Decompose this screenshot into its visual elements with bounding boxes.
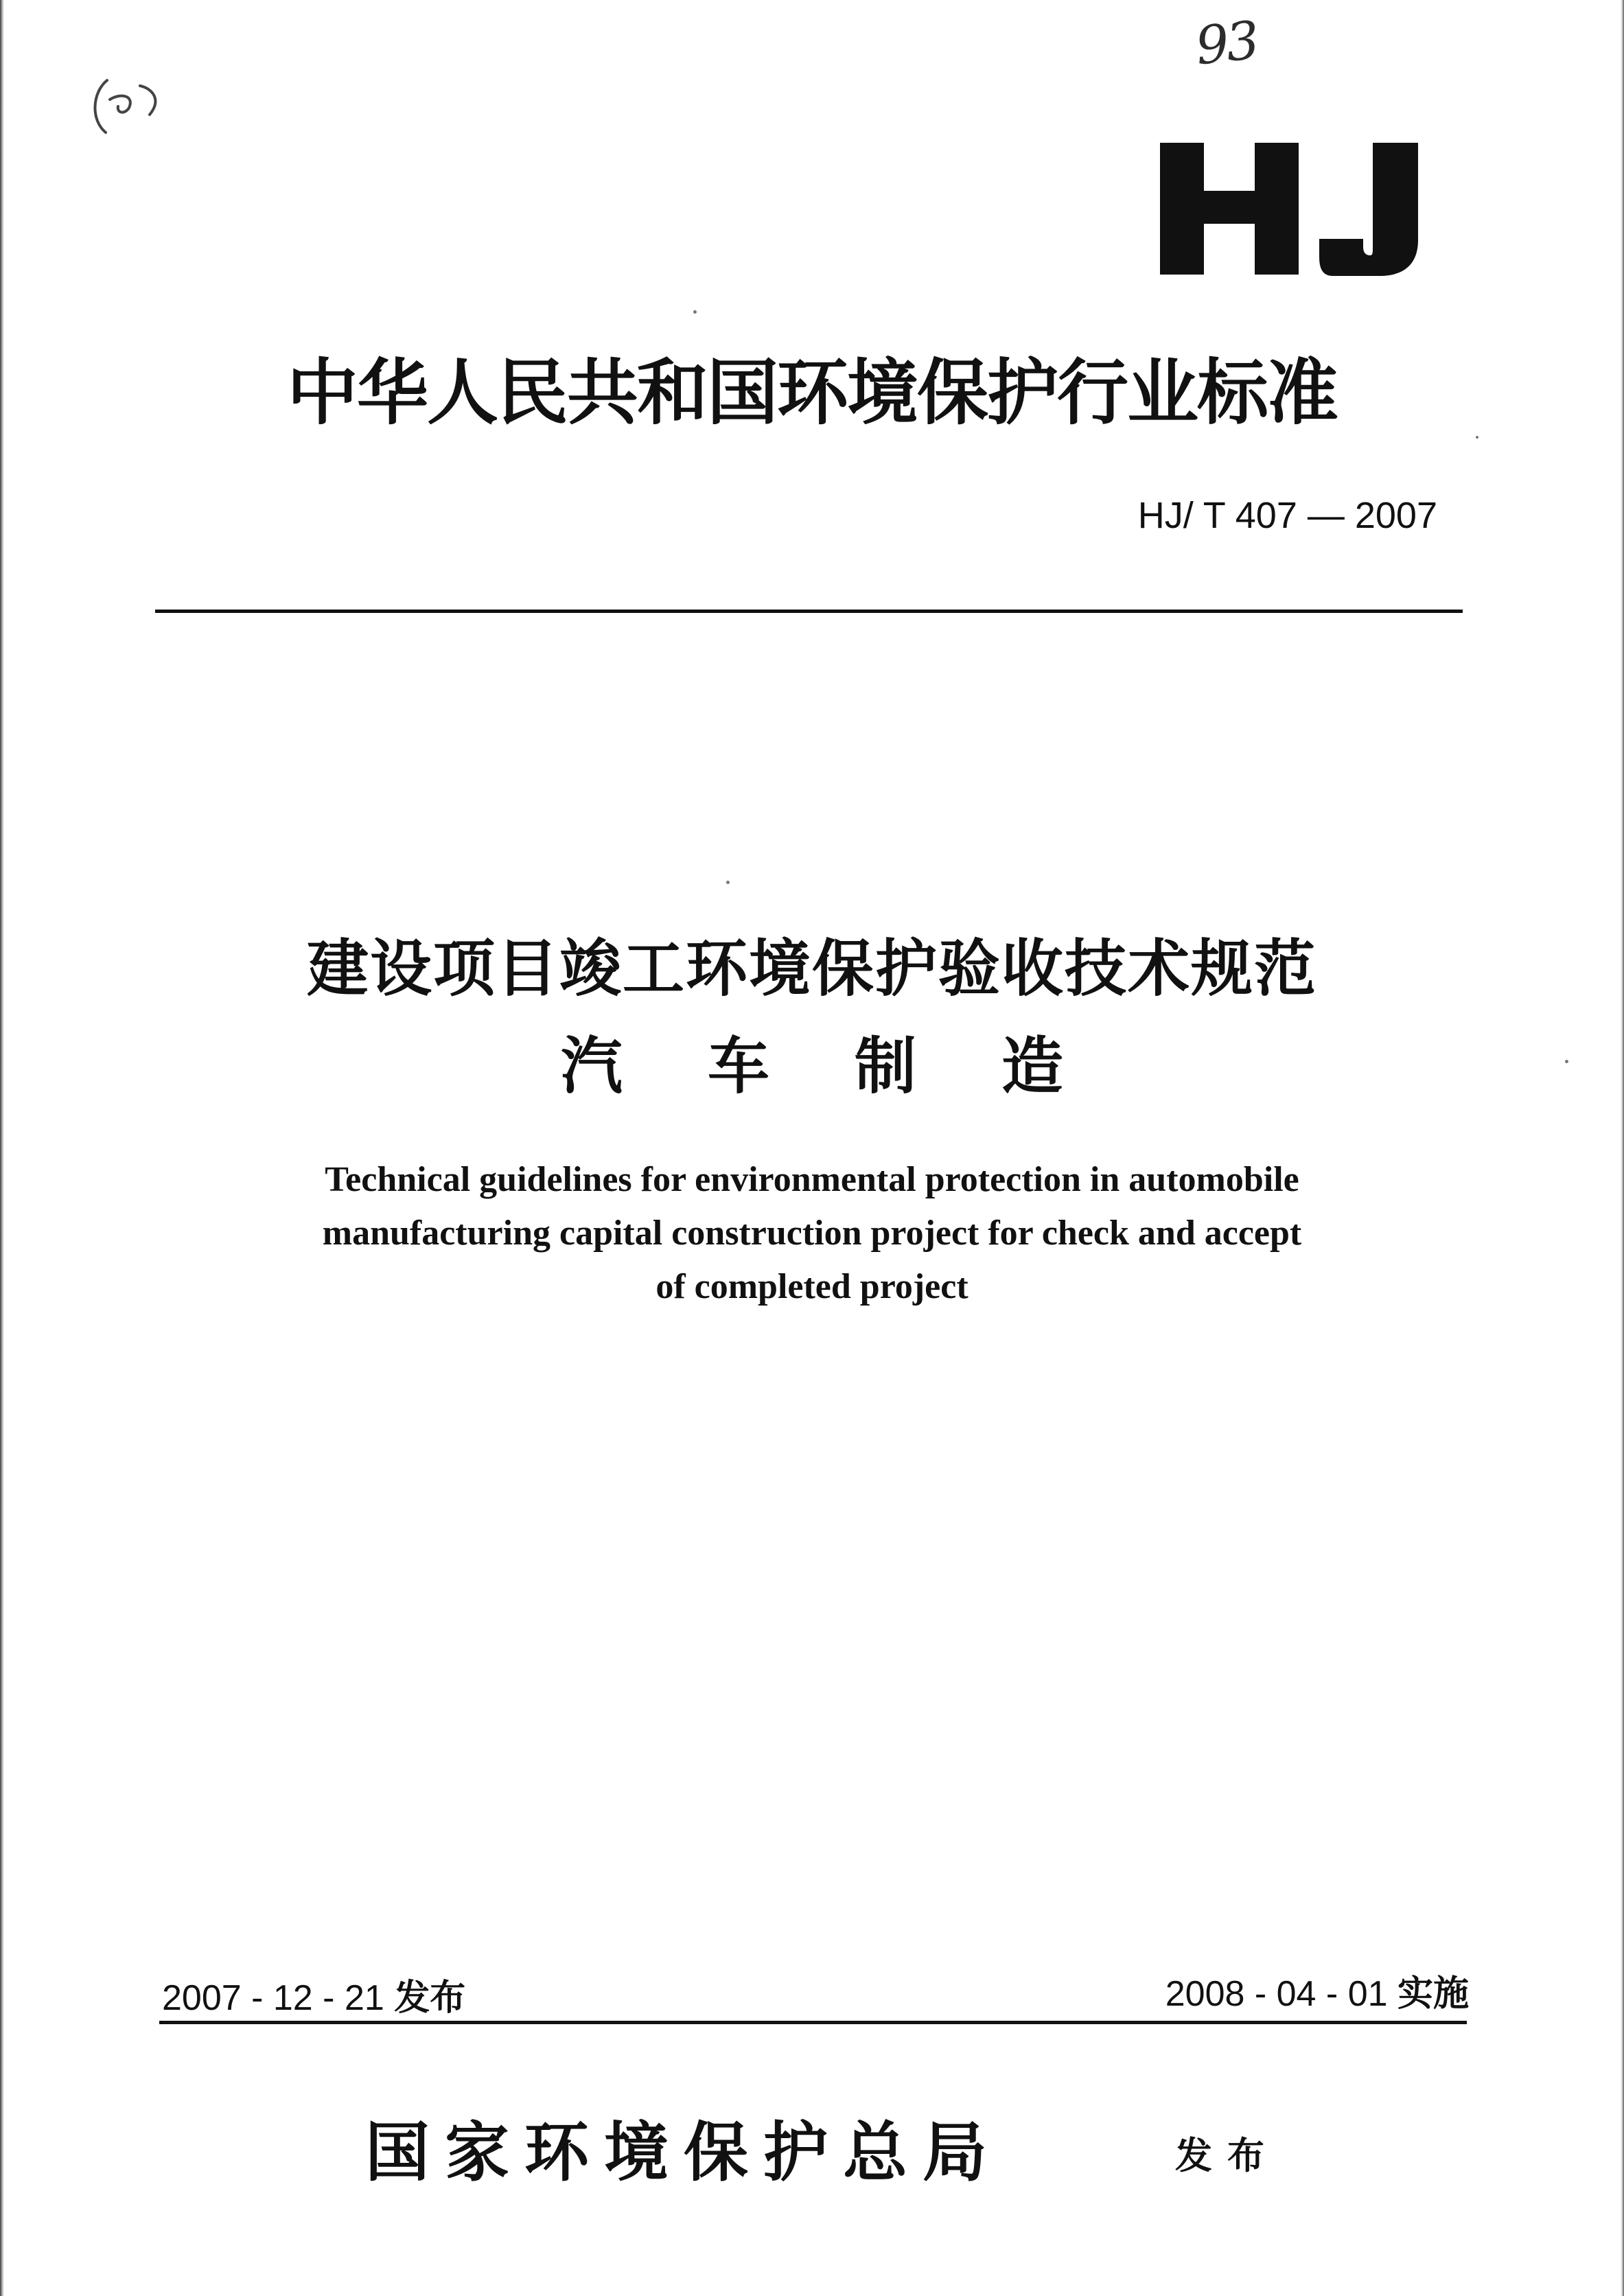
scan-speck: [693, 310, 697, 314]
bottom-rule: [159, 2021, 1467, 2024]
sub-title-char: 车: [708, 1030, 769, 1102]
hj-logo: [1139, 137, 1435, 281]
implementation-date: [1165, 1964, 1469, 2016]
issue-label: 发布: [394, 1978, 466, 2019]
sub-title-char: 造: [1001, 1030, 1063, 1102]
sub-title: [0, 1016, 1624, 1105]
scan-speck: [726, 881, 730, 884]
handwritten-page-number: 93: [1192, 9, 1260, 77]
standard-number: HJ/ T 407 — 2007: [1137, 495, 1437, 536]
implementation-label: 实施: [1397, 1973, 1469, 2015]
sub-title-char: 汽: [561, 1030, 623, 1102]
english-title-line: of completed project: [656, 1267, 968, 1306]
english-title-line: manufacturing capital construction project for check and accept: [322, 1214, 1302, 1253]
publisher-name: 国家环境保护总局: [365, 2115, 1003, 2190]
scan-speck: [1476, 436, 1478, 439]
publish-label: 发布: [1175, 2133, 1279, 2177]
issue-date: [162, 1969, 465, 2020]
implementation-date-value: 2008 - 04 - 01: [1165, 1974, 1388, 2014]
scan-speck: [1565, 1060, 1568, 1063]
issue-date-value: 2007 - 12 - 21: [162, 1978, 384, 2018]
english-title: [0, 1153, 1624, 1314]
handwritten-circle-mark: [86, 72, 169, 141]
top-rule: [155, 610, 1463, 613]
main-title: 建设项目竣工环境保护验收技术规范: [307, 933, 1317, 1005]
english-title-line: Technical guidelines for environmental protection in automobile: [325, 1160, 1299, 1199]
agency-title: 中华人民共和国环境保护行业标准: [286, 350, 1337, 434]
sub-title-char: 制: [855, 1030, 916, 1102]
